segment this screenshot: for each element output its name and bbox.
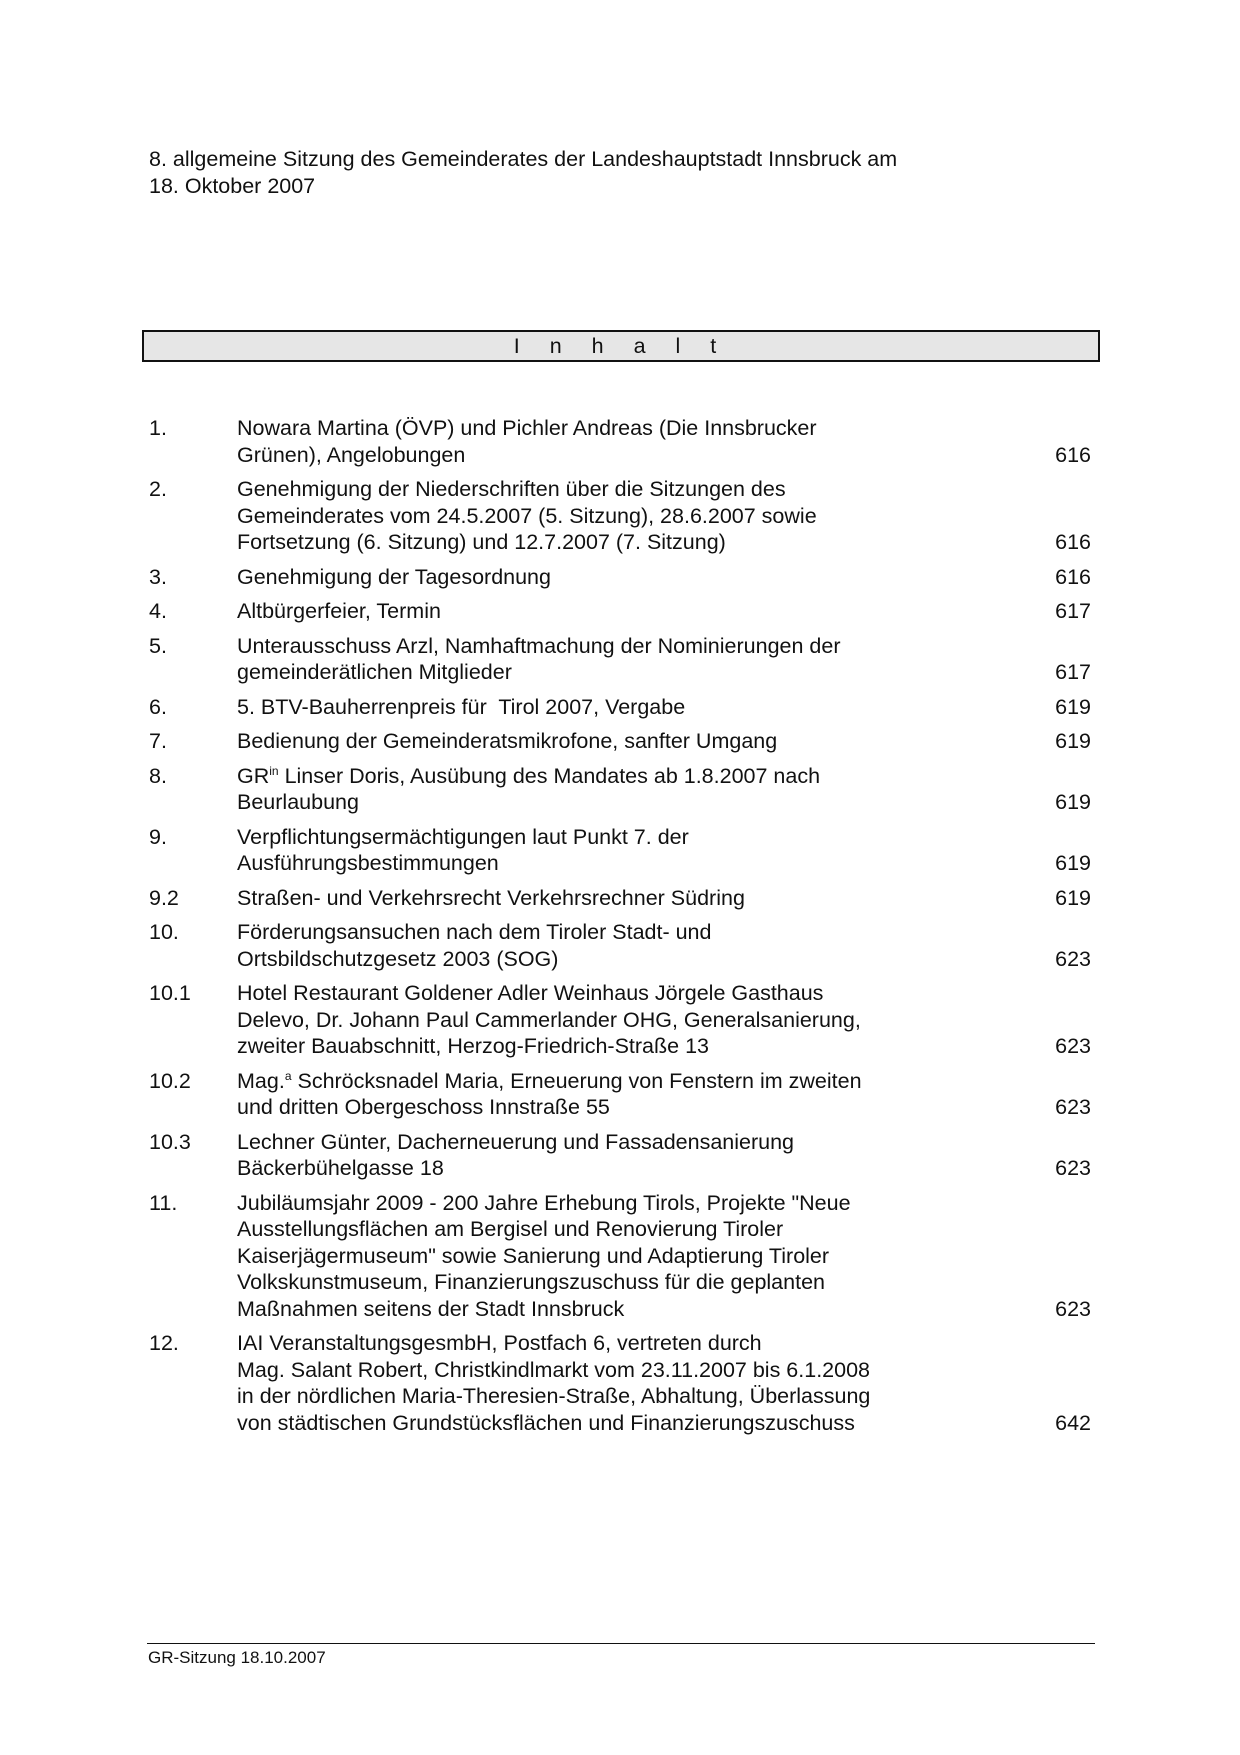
title-prefix: GR (237, 763, 270, 788)
toc-entry-title-line: Delevo, Dr. Johann Paul Cammerlander OHG, Generalsanierung, (237, 1007, 861, 1032)
toc-entry-title-line: 5. BTV-Bauherrenpreis für Tirol 2007, Vergabe (237, 694, 686, 719)
toc-entry-page: 619 (1055, 885, 1091, 910)
toc-entry-number: 6. (149, 694, 167, 719)
toc-entry-title-line: gemeinderätlichen Mitglieder (237, 660, 512, 684)
toc-entry-title (237, 919, 977, 972)
toc-entry-title-line: Altbürgerfeier, Termin (237, 599, 441, 623)
toc-entry (149, 633, 1099, 686)
toc-entry-title-line: Nowara Martina (ÖVP) und Pichler Andreas (Die Innsbrucker (237, 416, 817, 440)
toc-entry-title-line: Hotel Restaurant Goldener Adler Weinhaus Jörgele Gasthaus (237, 981, 824, 1005)
toc-entry-number: 10.1 (149, 981, 191, 1005)
toc-entry-title-line: Volkskunstmuseum, Finanzierungszuschuss für die geplanten (237, 1270, 825, 1294)
toc-entry-number: 10. (149, 920, 179, 944)
toc-entry-title-line: und dritten Obergeschoss Innstraße 55 (237, 1095, 610, 1119)
toc-entry-number: 5. (149, 633, 167, 658)
toc-entry-title-line (237, 1068, 977, 1095)
toc-entry-title (237, 633, 977, 686)
header-line-2: 18. Oktober 2007 (149, 174, 316, 198)
toc-entry-page: 619 (1055, 790, 1091, 814)
toc-entry-title (237, 564, 977, 591)
table-of-contents (149, 415, 1099, 1436)
toc-entry-title-line: in der nördlichen Maria-Theresien-Straße, Abhaltung, Überlassung (237, 1384, 871, 1408)
toc-entry-title-line (237, 763, 977, 790)
toc-entry-title (237, 415, 977, 468)
toc-entry-title-line: Beurlaubung (237, 790, 359, 814)
toc-entry (149, 885, 1099, 912)
toc-entry (149, 694, 1099, 721)
toc-entry-title-line: Jubiläumsjahr 2009 - 200 Jahre Erhebung Tirols, Projekte "Neue (237, 1190, 851, 1215)
toc-entry-title-line: Genehmigung der Tagesordnung (237, 564, 551, 589)
toc-entry-title-line: IAI VeranstaltungsgesmbH, Postfach 6, vertreten durch (237, 1331, 762, 1355)
toc-entry-number: 11. (149, 1190, 178, 1215)
toc-entry-title (237, 476, 977, 556)
title-prefix: Mag. (237, 1068, 285, 1093)
toc-entry-number: 12. (149, 1331, 179, 1355)
toc-entry-title-line: Straßen- und Verkehrsrecht Verkehrsrechner Südring (237, 885, 745, 910)
document-header (149, 146, 897, 200)
toc-entry-page: 623 (1055, 1156, 1091, 1180)
contents-heading: I n h a l t (142, 330, 1100, 362)
toc-entry-page: 616 (1055, 564, 1091, 589)
toc-entry-title-line: Mag. Salant Robert, Christkindlmarkt vom 23.11.2007 bis 6.1.2008 (237, 1357, 870, 1382)
toc-entry (149, 1129, 1099, 1182)
toc-entry (149, 564, 1099, 591)
title-text: Schröcksnadel Maria, Erneuerung von Fenstern im zweiten (291, 1068, 862, 1093)
toc-entry-number: 1. (149, 416, 167, 440)
toc-entry-number: 3. (149, 564, 167, 589)
toc-entry-title-line: Ausführungsbestimmungen (237, 851, 499, 875)
toc-entry-page: 642 (1055, 1410, 1091, 1435)
toc-entry (149, 598, 1099, 625)
toc-entry-number: 9.2 (149, 885, 179, 910)
toc-entry-title-line: Ausstellungsflächen am Bergisel und Renovierung Tiroler (237, 1217, 784, 1241)
toc-entry-title-line: Bedienung der Gemeinderatsmikrofone, sanfter Umgang (237, 729, 778, 753)
toc-entry-page: 623 (1055, 1296, 1091, 1321)
toc-entry-number: 10.2 (149, 1068, 191, 1093)
toc-entry (149, 763, 1099, 816)
toc-entry-title-line: Gemeinderates vom 24.5.2007 (5. Sitzung), 28.6.2007 sowie (237, 503, 817, 528)
toc-entry-title (237, 824, 977, 877)
toc-entry-page: 619 (1055, 851, 1091, 875)
toc-entry-title-line: Unterausschuss Arzl, Namhaftmachung der Nominierungen der (237, 633, 841, 658)
toc-entry (149, 415, 1099, 468)
toc-entry-number: 9. (149, 824, 167, 849)
toc-entry-number: 4. (149, 599, 167, 623)
header-line-1: 8. allgemeine Sitzung des Gemeinderates der Landeshauptstadt Innsbruck am (149, 147, 898, 171)
toc-entry (149, 1330, 1099, 1436)
toc-entry-title-line: von städtischen Grundstücksflächen und Finanzierungszuschuss (237, 1410, 855, 1435)
toc-entry-page: 616 (1055, 530, 1091, 554)
title-superscript: a (284, 1068, 292, 1083)
footer-divider (147, 1643, 1095, 1644)
toc-entry-number: 2. (149, 477, 167, 501)
toc-entry (149, 919, 1099, 972)
toc-entry-title-line: Verpflichtungsermächtigungen laut Punkt 7. der (237, 824, 689, 849)
toc-entry (149, 476, 1099, 556)
toc-entry (149, 1068, 1099, 1121)
toc-entry-page: 619 (1055, 694, 1091, 719)
toc-entry-title-line: Grünen), Angelobungen (237, 442, 466, 467)
toc-entry-page: 617 (1055, 660, 1091, 684)
toc-entry-title (237, 1190, 977, 1323)
toc-entry-number: 7. (149, 729, 167, 753)
toc-entry-title (237, 1129, 977, 1182)
toc-entry-page: 619 (1055, 729, 1091, 753)
toc-entry-title-line: zweiter Bauabschnitt, Herzog-Friedrich-Straße 13 (237, 1034, 709, 1058)
toc-entry-page: 616 (1055, 442, 1091, 467)
title-superscript: in (269, 763, 279, 778)
toc-entry-title (237, 694, 977, 721)
footer-text: GR-Sitzung 18.10.2007 (148, 1648, 326, 1667)
toc-entry (149, 824, 1099, 877)
toc-entry-title (237, 598, 977, 625)
toc-entry (149, 728, 1099, 755)
toc-entry-page: 623 (1055, 1034, 1091, 1058)
toc-entry-title (237, 885, 977, 912)
toc-entry-title-line: Genehmigung der Niederschriften über die Sitzungen des (237, 477, 786, 501)
toc-entry-title-line: Ortsbildschutzgesetz 2003 (SOG) (237, 946, 559, 971)
toc-entry-title (237, 728, 977, 755)
toc-entry (149, 1190, 1099, 1323)
toc-entry-title-line: Fortsetzung (6. Sitzung) und 12.7.2007 (7. Sitzung) (237, 530, 726, 554)
toc-entry-title-line: Kaiserjägermuseum" sowie Sanierung und Adaptierung Tiroler (237, 1243, 830, 1268)
toc-entry-number: 10.3 (149, 1129, 191, 1154)
toc-entry-title-line: Maßnahmen seitens der Stadt Innsbruck (237, 1296, 625, 1321)
toc-entry-title (237, 1068, 977, 1121)
toc-entry-number: 8. (149, 763, 167, 788)
toc-entry-title (237, 1330, 977, 1436)
toc-entry-page: 617 (1055, 599, 1091, 623)
toc-entry-page: 623 (1055, 1095, 1091, 1119)
toc-entry-title-line: Förderungsansuchen nach dem Tiroler Stadt- und (237, 920, 712, 944)
toc-entry-title (237, 763, 977, 816)
toc-entry-title-line: Lechner Günter, Dacherneuerung und Fassadensanierung (237, 1129, 794, 1154)
toc-entry (149, 980, 1099, 1060)
toc-entry-title-line: Bäckerbühelgasse 18 (237, 1156, 444, 1180)
toc-entry-title (237, 980, 977, 1060)
toc-entry-page: 623 (1055, 946, 1091, 971)
title-text: Linser Doris, Ausübung des Mandates ab 1.8.2007 nach (278, 763, 821, 788)
